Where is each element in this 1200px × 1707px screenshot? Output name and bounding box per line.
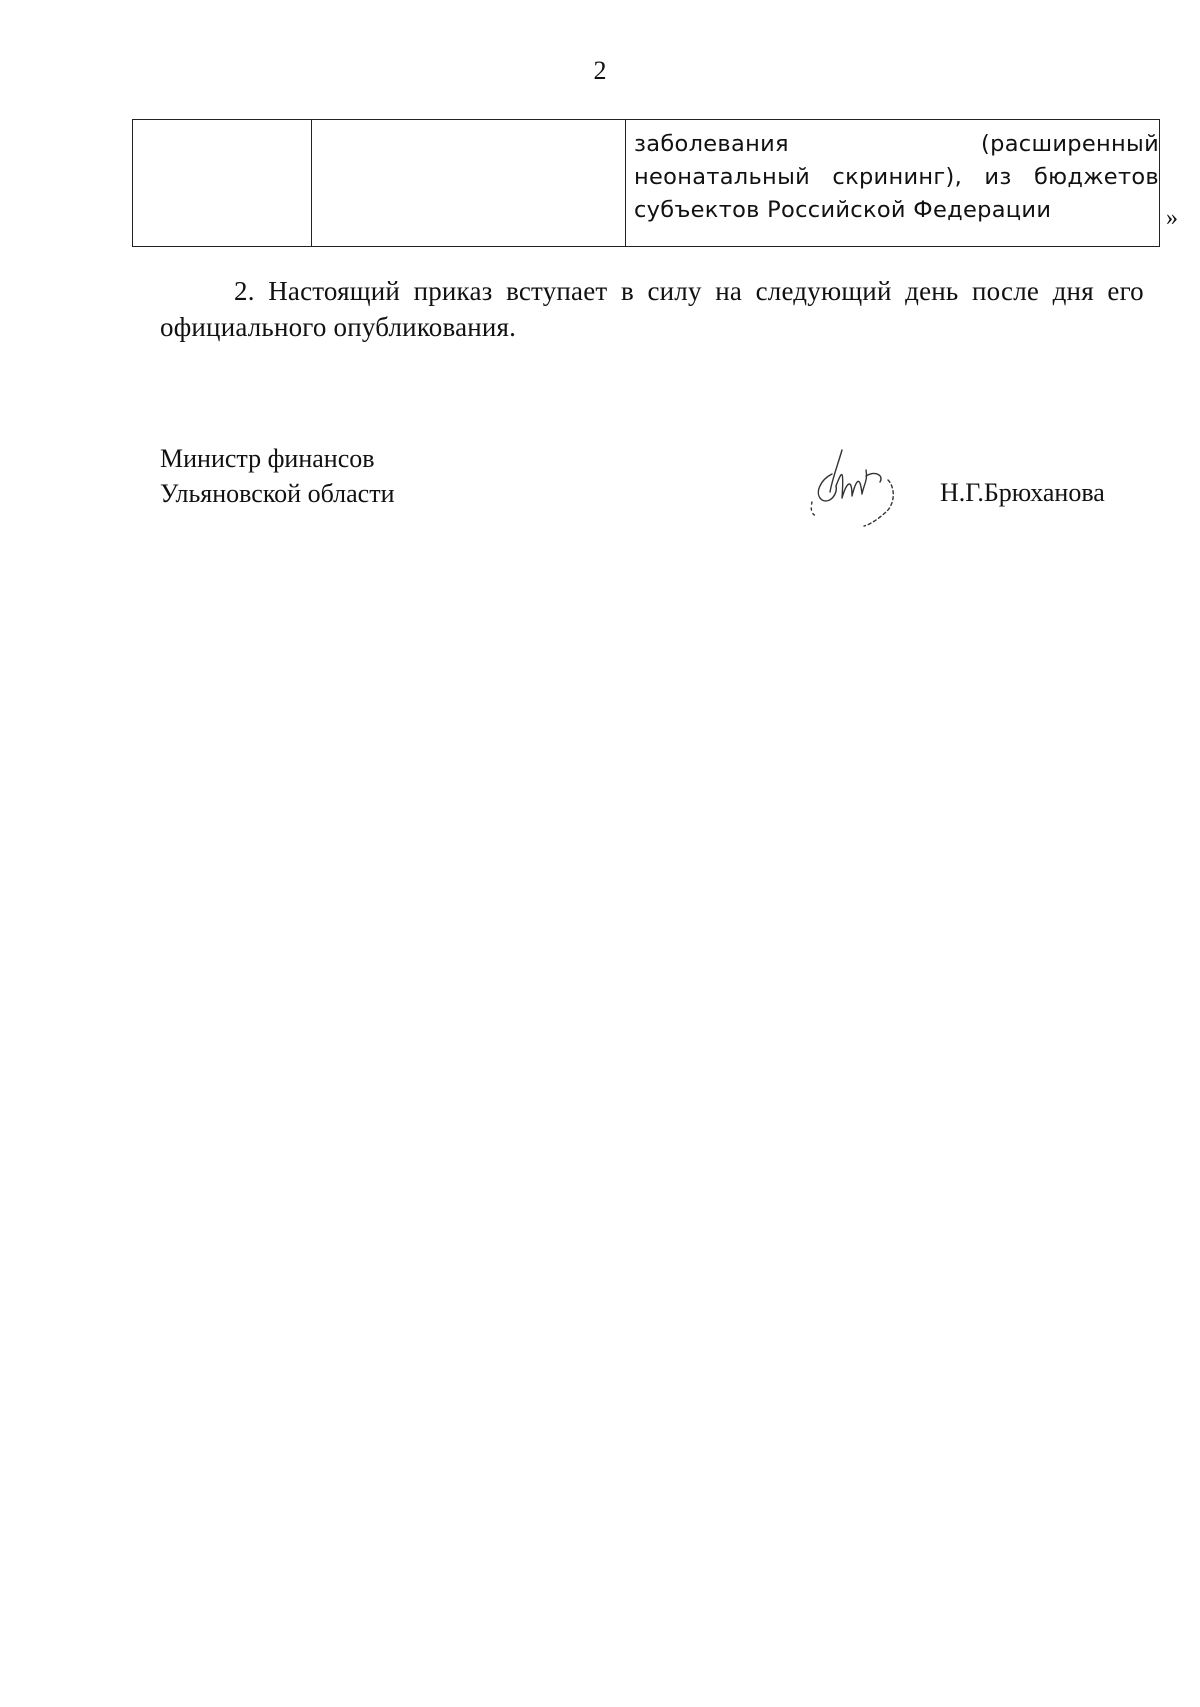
signatory-title xyxy=(160,441,394,511)
signatory-title-line-2: Ульяновской области xyxy=(160,479,395,508)
paragraph-word: на xyxy=(715,276,743,306)
paragraph-line-1 xyxy=(160,273,1144,309)
cell-word: (расширенный xyxy=(981,131,1159,157)
cell-word: бюджетов xyxy=(1033,164,1159,190)
table-cell-3-text xyxy=(634,128,1159,227)
cell-word: из xyxy=(984,164,1012,190)
paragraph-word: после xyxy=(972,276,1040,306)
paragraph-word: день xyxy=(905,276,959,306)
paragraph-word: вступает xyxy=(506,276,608,306)
cell-word: заболевания xyxy=(634,131,789,157)
paragraph-word: дня xyxy=(1052,276,1094,306)
closing-quote: » xyxy=(1166,205,1178,231)
cell-word: неонатальный xyxy=(634,164,811,190)
paragraph-word: его xyxy=(1107,276,1144,306)
signatory-name: Н.Г.Брюханова xyxy=(940,478,1105,507)
paragraph-word: силу xyxy=(647,276,702,306)
continuation-table xyxy=(132,119,1160,247)
table-cell-1 xyxy=(133,120,312,247)
paragraph-word: в xyxy=(620,276,634,306)
body-paragraph xyxy=(160,273,1144,345)
cell-word: субъектов Российской Федерации xyxy=(634,197,1052,223)
handwritten-signature-icon xyxy=(802,440,922,540)
paragraph-word: приказ xyxy=(413,276,493,306)
paragraph-line-2: официального опубликования. xyxy=(160,312,517,342)
table-row xyxy=(133,120,1160,247)
table-cell-2 xyxy=(312,120,626,247)
cell-line-2 xyxy=(634,161,1159,194)
cell-line-3 xyxy=(634,194,1159,227)
paragraph-word: 2. xyxy=(234,276,255,306)
signatory-title-line-1: Министр финансов xyxy=(160,444,375,473)
page-number: 2 xyxy=(593,56,607,85)
table-cell-3 xyxy=(626,120,1160,247)
paragraph-word: следующий xyxy=(755,276,892,306)
paragraph-word: Настоящий xyxy=(268,276,401,306)
cell-line-1 xyxy=(634,128,1159,161)
cell-word: скрининг), xyxy=(832,164,963,190)
